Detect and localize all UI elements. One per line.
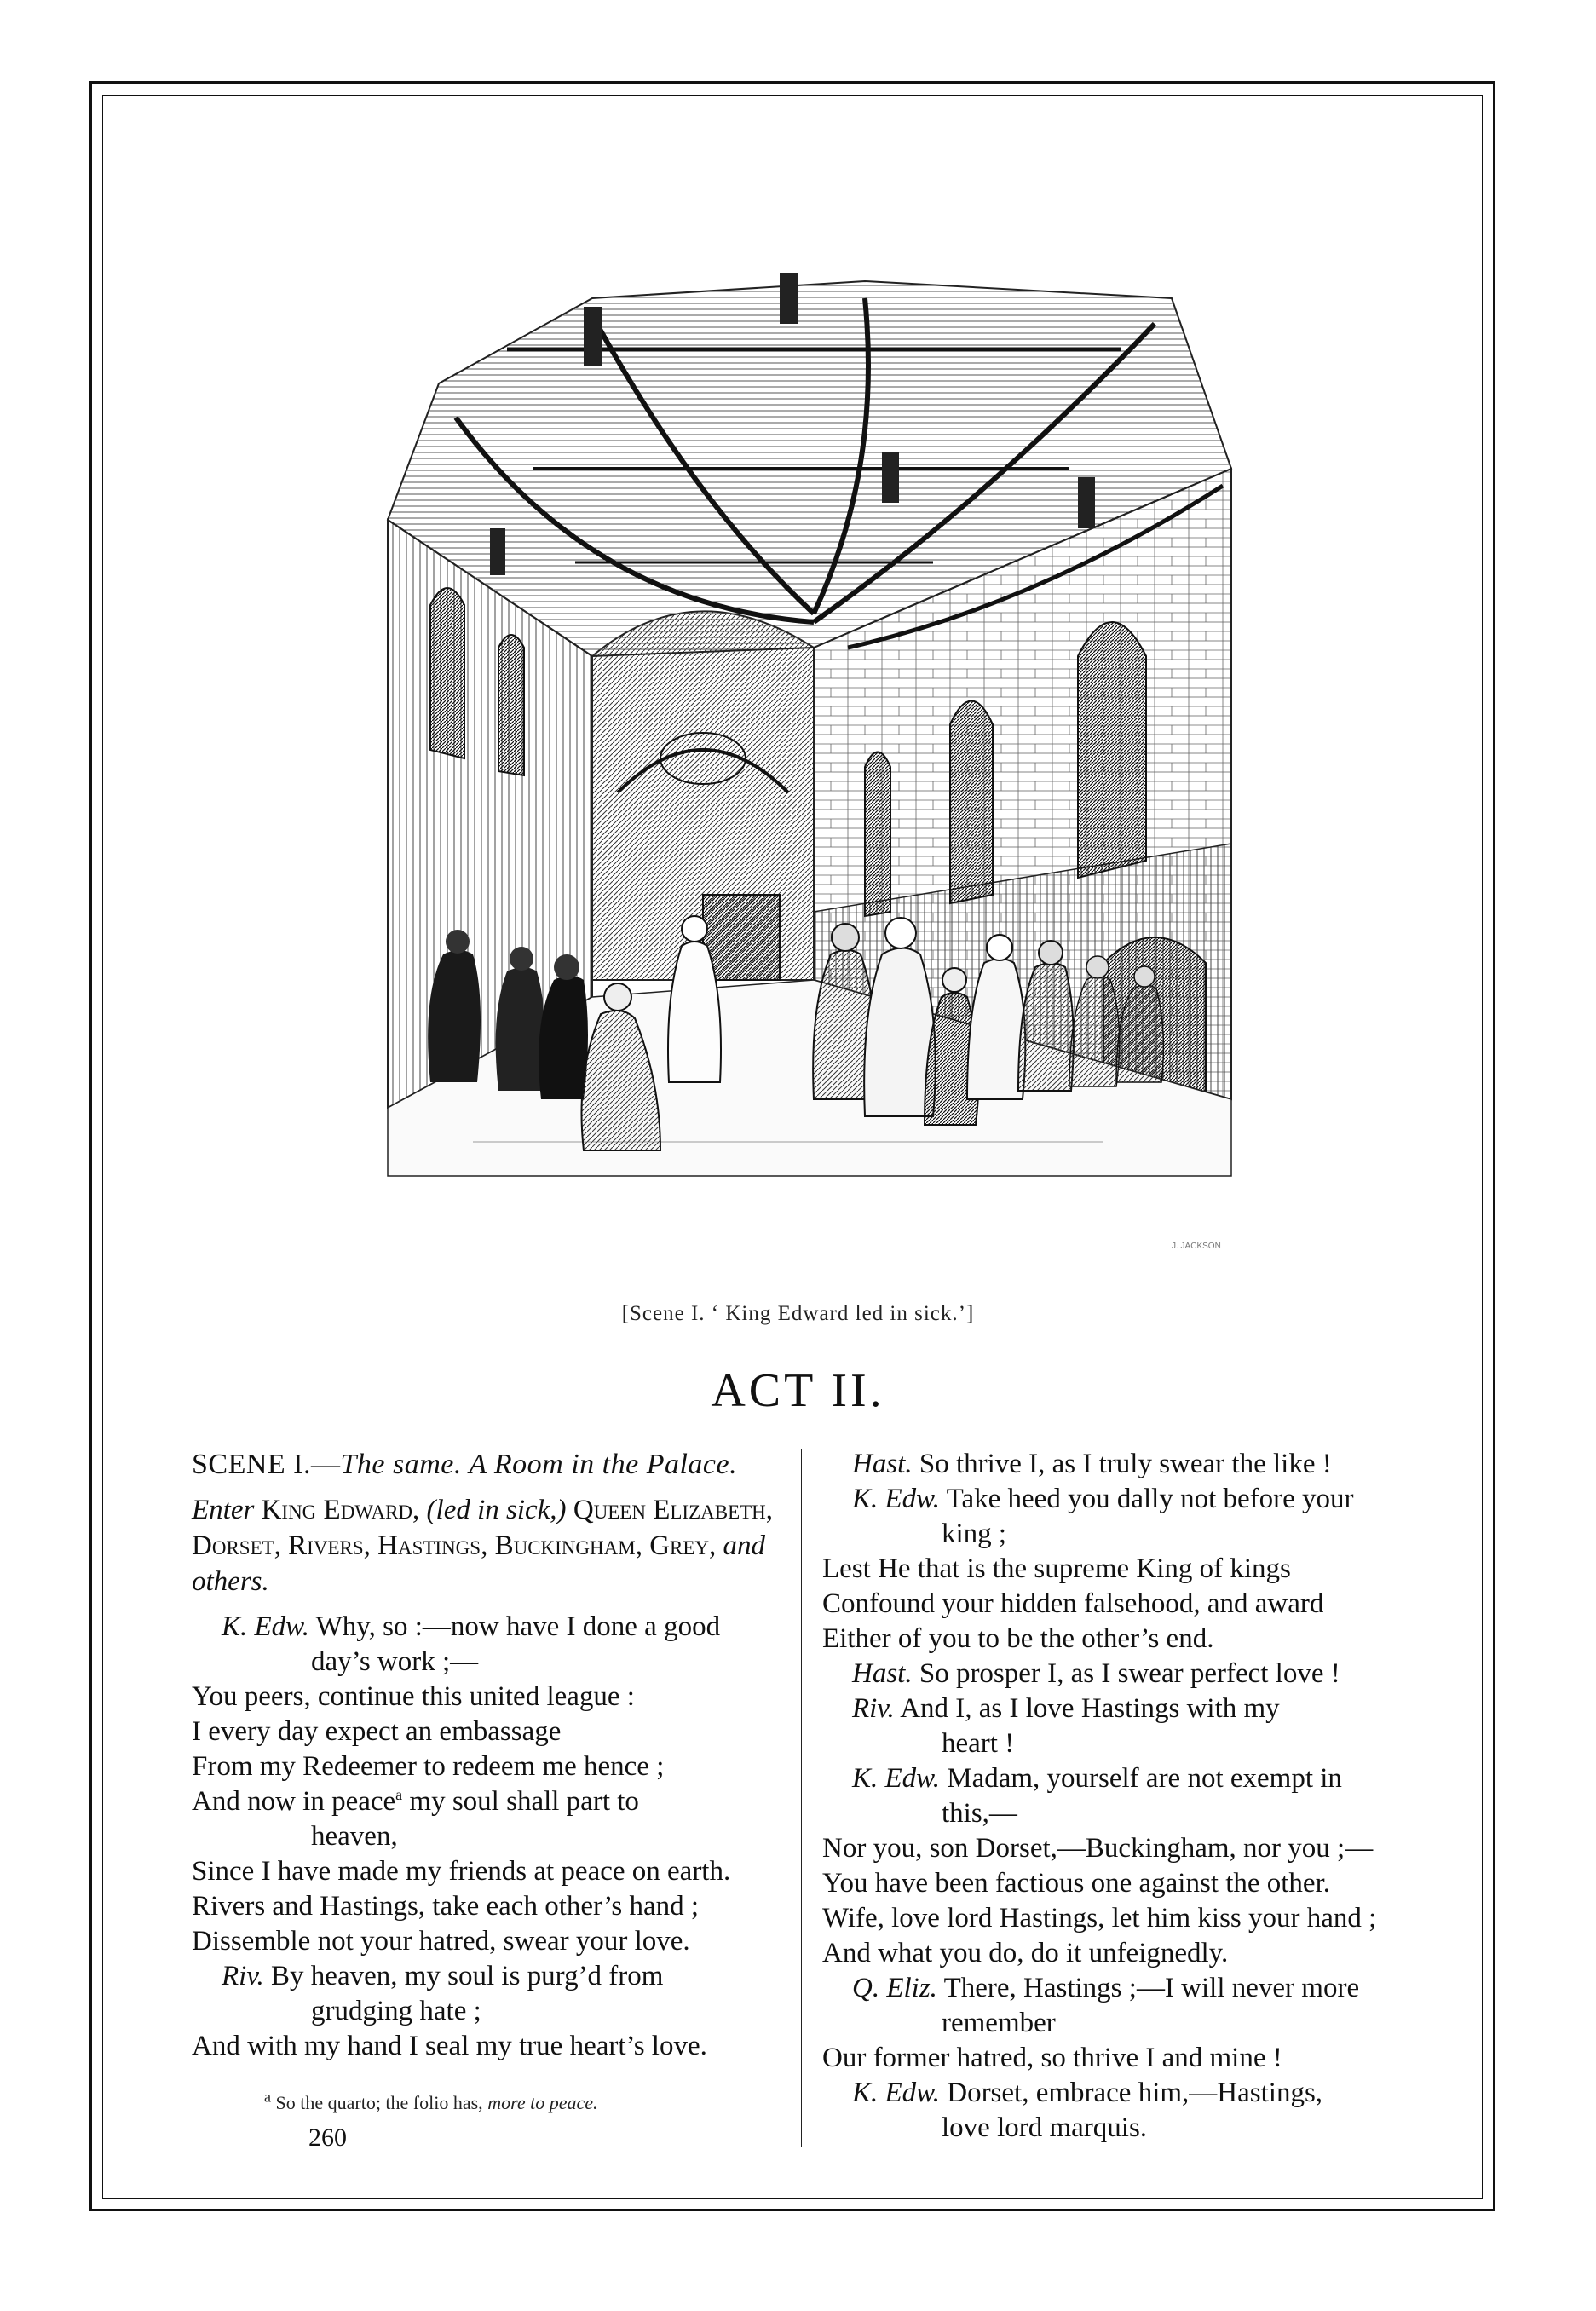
verse-line <box>192 2029 788 2064</box>
page-number: 260 <box>308 2124 347 2152</box>
stage-characters: Queen Elizabeth, Dorset, Rivers, Hastings, Buckingham, Grey, <box>192 1495 774 1561</box>
line-text: And with my hand I seal my true heart’s love. <box>192 2031 707 2061</box>
speaker-name: K. Edw. <box>222 1611 309 1642</box>
act-title: ACT II. <box>711 1364 885 1417</box>
footnote-ref: a <box>395 1786 403 1803</box>
speaker-name: K. Edw. <box>852 1763 940 1794</box>
verse-line <box>192 1784 788 1819</box>
speech-line <box>822 1761 1419 1796</box>
speech-line <box>822 1691 1419 1726</box>
line-text: remember <box>942 2008 1056 2038</box>
line-text: Rivers and Hastings, take each other’s hand ; <box>192 1891 700 1922</box>
line-text: Confound your hidden falsehood, and award <box>822 1588 1324 1619</box>
continuation-line <box>822 1517 1419 1552</box>
line-text: Lest He that is the supreme King of kings <box>822 1553 1291 1584</box>
verse-line <box>192 1889 788 1924</box>
line-text: grudging hate ; <box>311 1996 481 2026</box>
footnote <box>264 2088 598 2114</box>
line-text: There, Hastings ;—I will never more <box>943 1973 1360 2003</box>
verse-line <box>822 1831 1419 1866</box>
speech-line <box>822 1971 1419 2006</box>
verse-line <box>822 1936 1419 1971</box>
footnote-italic: more to peace. <box>487 2092 598 2113</box>
speaker-name: K. Edw. <box>852 1484 940 1514</box>
line-text: I every day expect an embassage <box>192 1716 562 1747</box>
verse-line <box>822 1587 1419 1622</box>
verse-line <box>192 1749 788 1784</box>
line-text: From my Redeemer to redeem me hence ; <box>192 1751 665 1782</box>
line-text: heaven, <box>311 1821 398 1852</box>
verse-line <box>192 1680 788 1715</box>
line-text: Nor you, son Dorset,—Buckingham, nor you ;— <box>822 1833 1374 1864</box>
speech-line <box>822 1657 1419 1691</box>
left-column <box>192 1447 788 2064</box>
continuation-line <box>822 2006 1419 2041</box>
line-text: So prosper I, as I swear perfect love ! <box>919 1658 1340 1689</box>
footnote-mark: a <box>264 2088 271 2106</box>
engraving-svg <box>337 247 1257 1261</box>
line-text: Either of you to be the other’s end. <box>822 1623 1214 1654</box>
left-verse <box>192 1610 788 2064</box>
stage-king: King Edward, <box>261 1495 420 1525</box>
speaker-name: Q. Eliz. <box>852 1973 937 2003</box>
continuation-line <box>192 1645 788 1680</box>
speech-line <box>192 1959 788 1994</box>
speaker-name: Hast. <box>852 1449 913 1479</box>
continuation-line <box>822 1726 1419 1761</box>
continuation-line <box>822 1796 1419 1831</box>
line-text: You have been factious one against the other. <box>822 1868 1330 1899</box>
verse-line <box>822 2041 1419 2076</box>
line-text: this,— <box>942 1798 1017 1829</box>
line-text: Dorset, embrace him,—Hastings, <box>947 2078 1323 2108</box>
line-text: And now in peace <box>192 1786 396 1817</box>
line-text: So thrive I, as I truly swear the like ! <box>919 1449 1332 1479</box>
line-text-after: my soul shall part to <box>402 1786 639 1817</box>
column-divider <box>801 1449 802 2147</box>
scene-label: SCENE I.— <box>192 1449 341 1480</box>
verse-line <box>192 1715 788 1749</box>
continuation-line <box>192 1994 788 2029</box>
speech-line <box>192 1610 788 1645</box>
speaker-name: Hast. <box>852 1658 913 1689</box>
line-text: Wife, love lord Hastings, let him kiss your hand ; <box>822 1903 1377 1934</box>
line-text: Take heed you dally not before your <box>946 1484 1354 1514</box>
speaker-name: Riv. <box>222 1961 264 1991</box>
verse-line <box>822 1552 1419 1587</box>
line-text: Madam, yourself are not exempt in <box>947 1763 1342 1794</box>
line-text: Why, so :—now have I done a good <box>315 1611 721 1642</box>
line-text: love lord marquis. <box>942 2112 1148 2143</box>
verse-line <box>192 1924 788 1959</box>
right-column <box>822 1447 1419 2146</box>
footnote-text: So the quarto; the folio has, <box>275 2092 483 2113</box>
scene-place: The same. A Room in the Palace. <box>340 1449 738 1480</box>
line-text: heart ! <box>942 1728 1015 1759</box>
line-text: Dissemble not your hatred, swear your love. <box>192 1926 690 1957</box>
line-text: king ; <box>942 1519 1007 1549</box>
speaker-name: K. Edw. <box>852 2078 940 2108</box>
stage-enter: Enter <box>192 1495 255 1525</box>
illustration-caption: [Scene I. ‘ King Edward led in sick.’] <box>621 1302 975 1325</box>
stage-led: (led in sick,) <box>426 1495 567 1525</box>
continuation-line <box>822 2111 1419 2146</box>
stage-others: and others. <box>192 1530 766 1597</box>
right-verse <box>822 1447 1419 2146</box>
engraving-palace-hall <box>337 247 1257 1261</box>
line-text: And what you do, do it unfeignedly. <box>822 1938 1229 1968</box>
verse-line <box>192 1854 788 1889</box>
speech-line <box>822 2076 1419 2111</box>
verse-line <box>822 1901 1419 1936</box>
verse-line <box>822 1866 1419 1901</box>
verse-line <box>822 1622 1419 1657</box>
line-text: Our former hatred, so thrive I and mine ! <box>822 2043 1282 2073</box>
line-text: Since I have made my friends at peace on earth. <box>192 1856 731 1887</box>
speech-line <box>822 1482 1419 1517</box>
stage-direction <box>192 1492 788 1599</box>
speech-line <box>822 1447 1419 1482</box>
line-text: And I, as I love Hastings with my <box>900 1693 1280 1724</box>
line-text: You peers, continue this united league : <box>192 1681 635 1712</box>
continuation-line <box>192 1819 788 1854</box>
line-text: By heaven, my soul is purg’d from <box>271 1961 664 1991</box>
speaker-name: Riv. <box>852 1693 895 1724</box>
scene-heading <box>192 1447 788 1482</box>
line-text: day’s work ;— <box>311 1646 479 1677</box>
engraver-signature: J. JACKSON <box>1172 1242 1221 1251</box>
